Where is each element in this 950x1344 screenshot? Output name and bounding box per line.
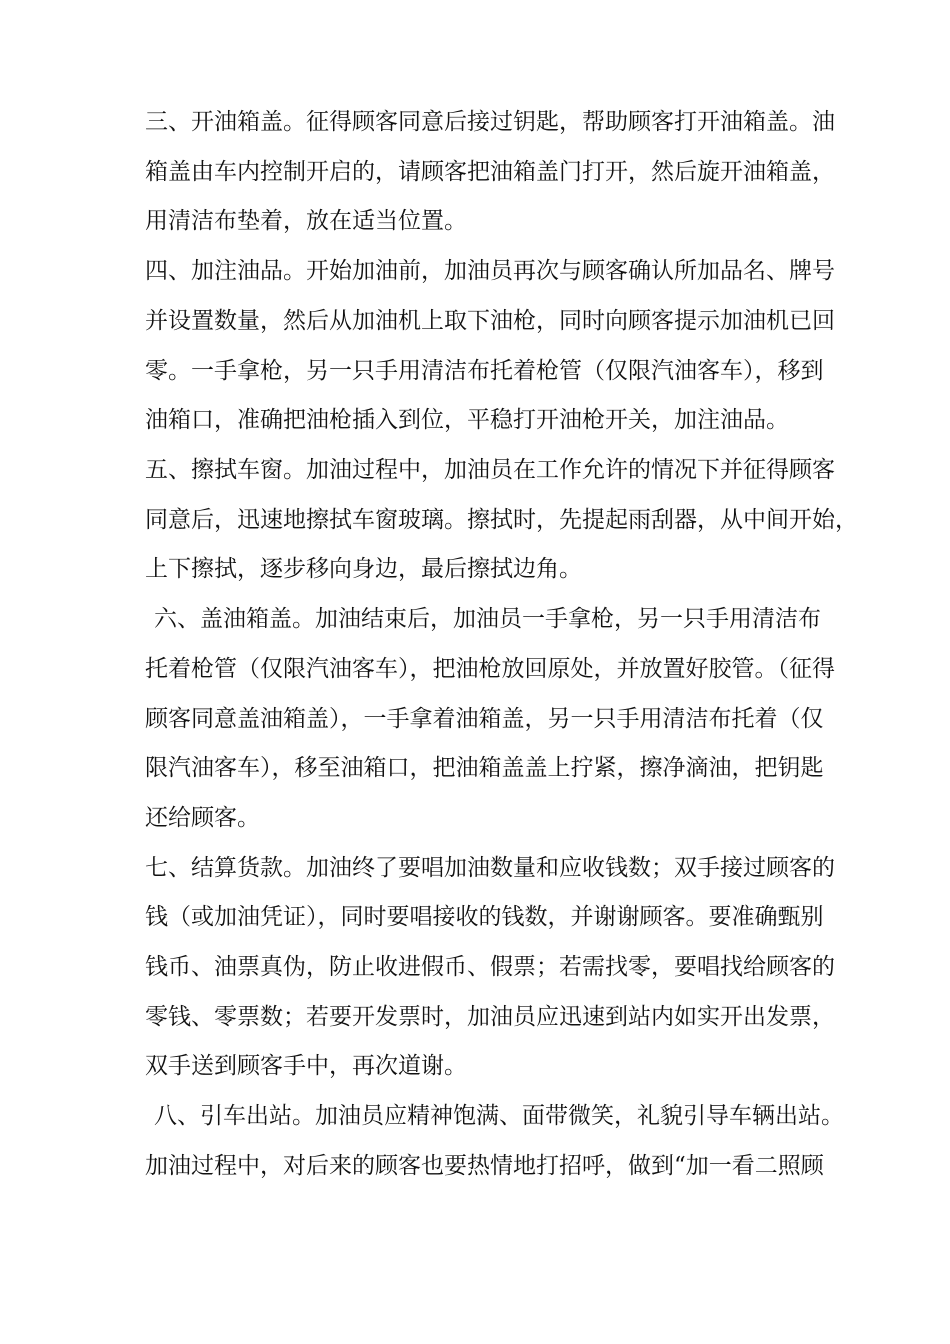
paragraph-line: 双手送到顾客手中，再次道谢。: [145, 1053, 467, 1079]
paragraph-line: 加油过程中，对后来的顾客也要热情地打招呼，做到“加一看二照顾: [145, 1153, 824, 1179]
paragraph-line: 用清洁布垫着，放在适当位置。: [145, 208, 467, 234]
paragraph-line: 五、擦拭车窗。加油过程中，加油员在工作允许的情况下并征得顾客: [145, 457, 835, 483]
paragraph-line: 八、引车出站。加油员应精神饱满、面带微笑，礼貌引导车辆出站。: [154, 1103, 844, 1129]
paragraph-line: 六、盖油箱盖。加油结束后，加油员一手拿枪，另一只手用清洁布: [154, 606, 821, 632]
paragraph-line: 同意后，迅速地擦拭车窗玻璃。擦拭时，先提起雨刮器，从中间开始，: [145, 507, 858, 533]
paragraph-line: 三、开油箱盖。征得顾客同意后接过钥匙，帮助顾客打开油箱盖。油: [145, 109, 835, 135]
paragraph-line: 箱盖由车内控制开启的，请顾客把油箱盖门打开，然后旋开油箱盖，: [145, 159, 835, 185]
paragraph-line: 并设置数量，然后从加油机上取下油枪，同时向顾客提示加油机已回: [145, 308, 835, 334]
paragraph-line: 限汽油客车），移至油箱口，把油箱盖盖上拧紧，擦净滴油，把钥匙: [145, 755, 824, 781]
paragraph-line: 油箱口，准确把油枪插入到位，平稳打开油枪开关，加注油品。: [145, 407, 789, 433]
paragraph-line: 钱币、油票真伪，防止收进假币、假票；若需找零，要唱找给顾客的: [145, 954, 835, 980]
paragraph-line: 零钱、零票数；若要开发票时，加油员应迅速到站内如实开出发票，: [145, 1004, 835, 1030]
paragraph-line: 钱（或加油凭证），同时要唱接收的钱数，并谢谢顾客。要准确甄别: [145, 904, 824, 930]
paragraph-line: 四、加注油品。开始加油前，加油员再次与顾客确认所加品名、牌号: [145, 258, 835, 284]
paragraph-line: 顾客同意盖油箱盖），一手拿着油箱盖，另一只手用清洁布托着（仅: [145, 706, 824, 732]
paragraph-line: 托着枪管（仅限汽油客车），把油枪放回原处，并放置好胶管。（征得: [145, 656, 835, 682]
paragraph-line: 零。一手拿枪，另一只手用清洁布托着枪管（仅限汽油客车），移到: [145, 358, 824, 384]
paragraph-line: 七、结算货款。加油终了要唱加油数量和应收钱数；双手接过顾客的: [145, 855, 835, 881]
paragraph-line: 还给顾客。: [145, 805, 260, 831]
paragraph-line: 上下擦拭，逐步移向身边，最后擦拭边角。: [145, 556, 582, 582]
